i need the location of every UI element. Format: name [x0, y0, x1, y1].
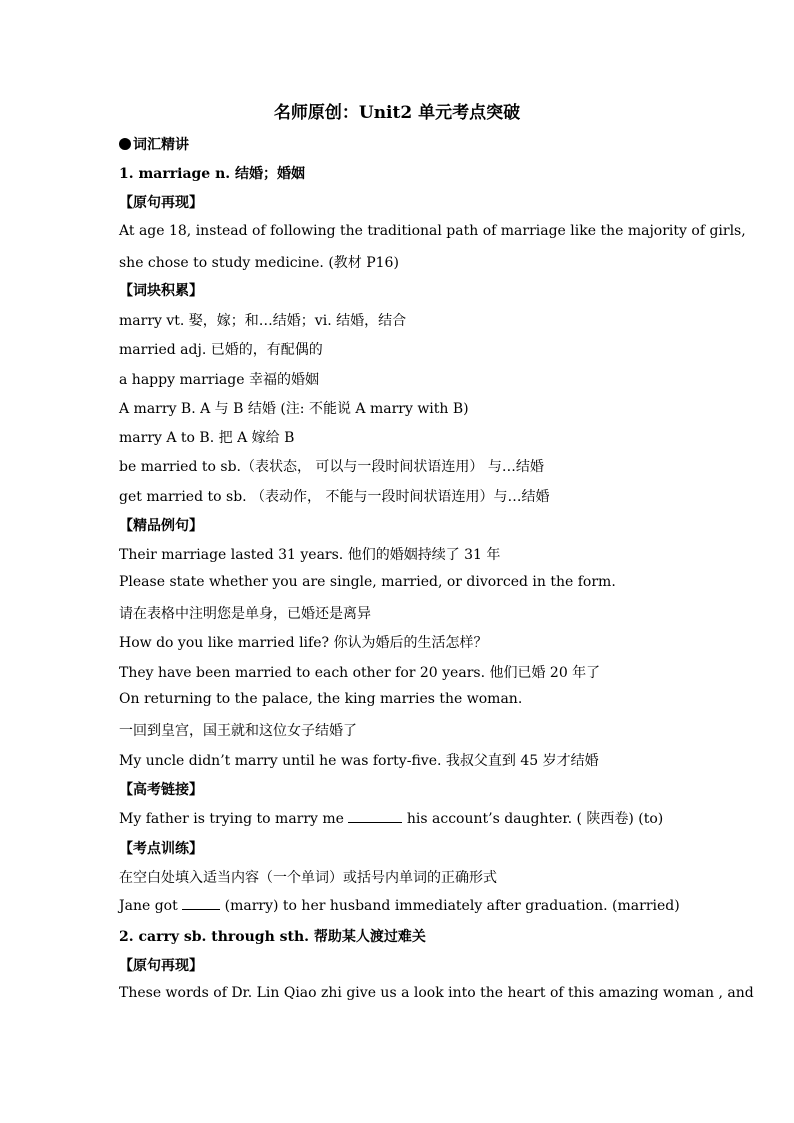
item1-training-label: 【考点训练】	[119, 841, 203, 857]
answer-blank[interactable]	[182, 897, 220, 910]
chunk-line: marry A to B. 把 A 嫁给 B	[119, 430, 295, 446]
example-line: How do you like married life? 你认为婚后的生活怎样？	[119, 635, 488, 651]
answer-blank[interactable]	[348, 810, 402, 823]
item1-original-line1: At age 18, instead of following the traditional path of marriage like the majority of girls,	[119, 223, 746, 239]
bullet-icon	[119, 138, 131, 150]
item2-original-label: 【原句再现】	[119, 958, 203, 974]
section-heading: 词汇精讲	[133, 137, 189, 153]
example-line: My uncle didn’t marry until he was forty-five. 我叔父直到 45 岁才结婚	[119, 753, 599, 769]
item2-heading: 2. carry sb. through sth. 帮助某人渡过难关	[119, 929, 426, 945]
item2-original-line1: These words of Dr. Lin Qiao zhi give us a look into the heart of this amazing woman , and	[119, 985, 754, 1001]
item1-examples-label: 【精品例句】	[119, 518, 203, 534]
item1-heading: 1. marriage n. 结婚；婚姻	[119, 166, 306, 182]
item1-chunks-label: 【词块积累】	[119, 283, 203, 299]
chunk-line: get married to sb. （表动作， 不能与一段时间状语连用）与…结婚	[119, 489, 550, 505]
gaokao-text-after: his account’s daughter. ( 陕西卷) (to)	[402, 811, 664, 827]
training-text-before: Jane got	[119, 898, 183, 914]
example-line: On returning to the palace, the king marries the woman.	[119, 691, 523, 707]
document-title: 名师原创：Unit2 单元考点突破	[273, 103, 521, 123]
training-instruction: 在空白处填入适当内容（一个单词）或括号内单词的正确形式	[119, 870, 497, 886]
chunk-line: marry vt. 娶，嫁；和…结婚；vi. 结婚，结合	[119, 313, 407, 329]
example-line: 请在表格中注明您是单身，已婚还是离异	[119, 606, 371, 622]
training-question	[119, 897, 719, 914]
item1-original-label: 【原句再现】	[119, 195, 203, 211]
item1-gaokao-label: 【高考链接】	[119, 782, 203, 798]
training-text-after: (marry) to her husband immediately after graduation. (married)	[220, 898, 680, 914]
section-heading-row	[119, 134, 719, 154]
chunk-line: be married to sb.（表状态， 可以与一段时间状语连用） 与…结婚	[119, 459, 544, 475]
gaokao-text-before: My father is trying to marry me	[119, 811, 349, 827]
item1-original-line2: she chose to study medicine. (教材 P16)	[119, 255, 399, 271]
gaokao-question	[119, 808, 719, 828]
chunk-line: a happy marriage 幸福的婚姻	[119, 372, 319, 388]
example-line: Their marriage lasted 31 years. 他们的婚姻持续了 31 年	[119, 547, 501, 563]
example-line: Please state whether you are single, married, or divorced in the form.	[119, 574, 616, 590]
chunk-line: married adj. 已婚的，有配偶的	[119, 342, 323, 358]
chunk-line: A marry B. A 与 B 结婚 (注: 不能说 A marry with B)	[119, 401, 469, 417]
example-line: They have been married to each other for 20 years. 他们已婚 20 年了	[119, 665, 601, 681]
example-line: 一回到皇宫，国王就和这位女子结婚了	[119, 723, 357, 739]
